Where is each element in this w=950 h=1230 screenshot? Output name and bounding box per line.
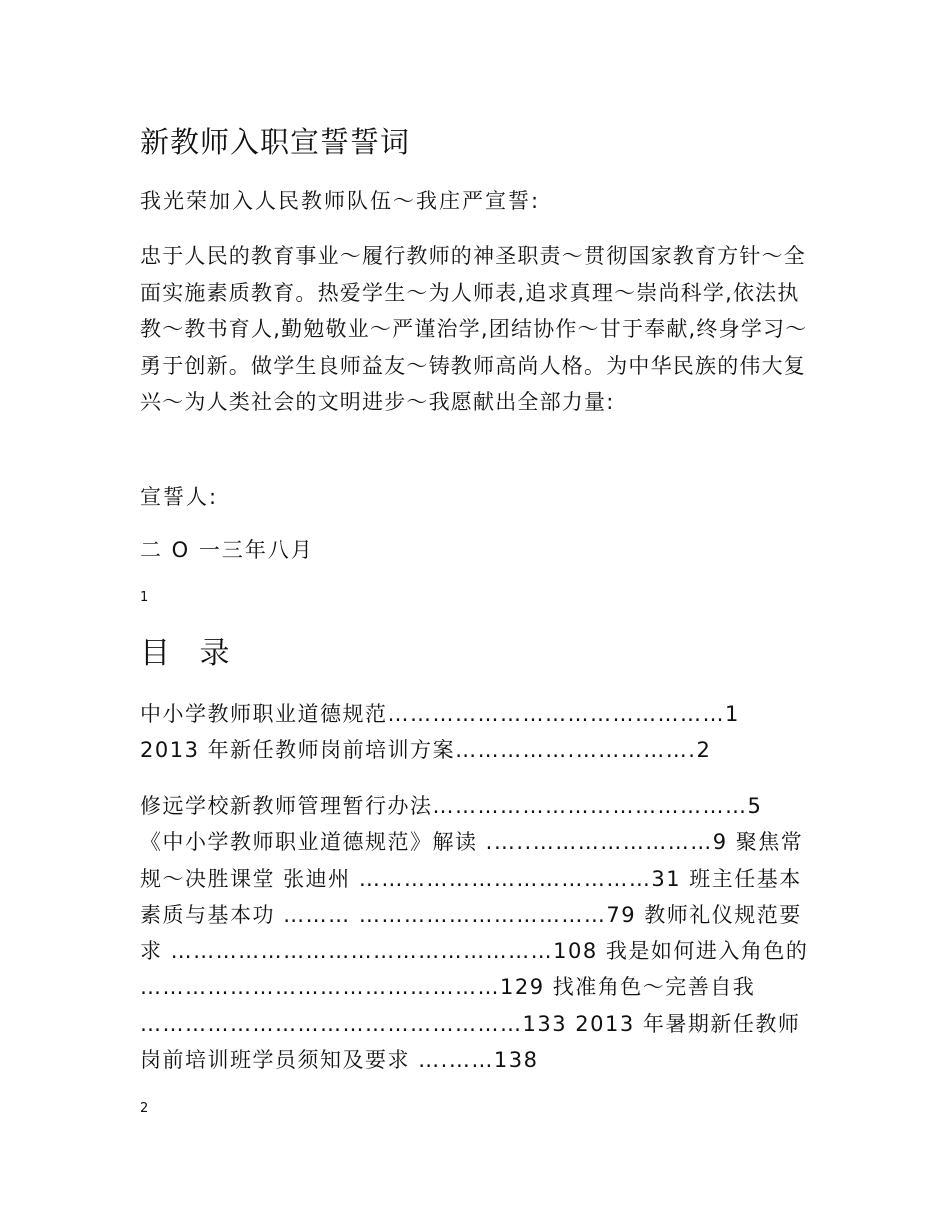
toc-entry-2: 2013 年新任教师岗前培训方案…………….…………….2 [140, 738, 712, 762]
toc-title: 目 录 [140, 636, 240, 671]
toc-entries-body: 修远学校新教师管理暂行办法……………………………………5 《中小学教师职业道德规范》解读 .…..……………………9 聚焦常规～决胜课堂 张迪州 …………………………………31 班主任基本素质与基本功 ……… ……………………………79 教师礼仪规范要求 ……………………………………………108 我是如何进入角色的 …………………………………………129 找准角色～完善自我 ……………………………………………133 2013 年暑期新任教师岗前培训班学员须知及要求 ….……138 [140, 794, 809, 1073]
oath-title: 新教师入职宣誓誓词 [140, 125, 411, 159]
oath-intro: 我光荣加入人民教师队伍～我庄严宣誓: [140, 189, 541, 213]
oath-date: 二 O 一三年八月 [140, 538, 314, 562]
oath-signer-label: 宣誓人: [140, 485, 219, 509]
toc-entry-1: 中小学教师职业道德规范………………………………………1 [140, 702, 740, 726]
page-number-2: 2 [140, 1101, 149, 1116]
page-number-1: 1 [140, 590, 149, 605]
oath-paragraph: 忠于人民的教育事业～履行教师的神圣职责～贯彻国家教育方针～全面实施素质教育。热爱学生～为人师表,追求真理～崇尚科学,依法执教～教书育人,勤勉敬业～严谨治学,团结协作～甘于奉献,终身学习～勇于创新。做学生良师益友～铸教师高尚人格。为中华民族的伟大复兴～为人类社会的文明进步～我愿献出全部力量: [140, 244, 808, 414]
